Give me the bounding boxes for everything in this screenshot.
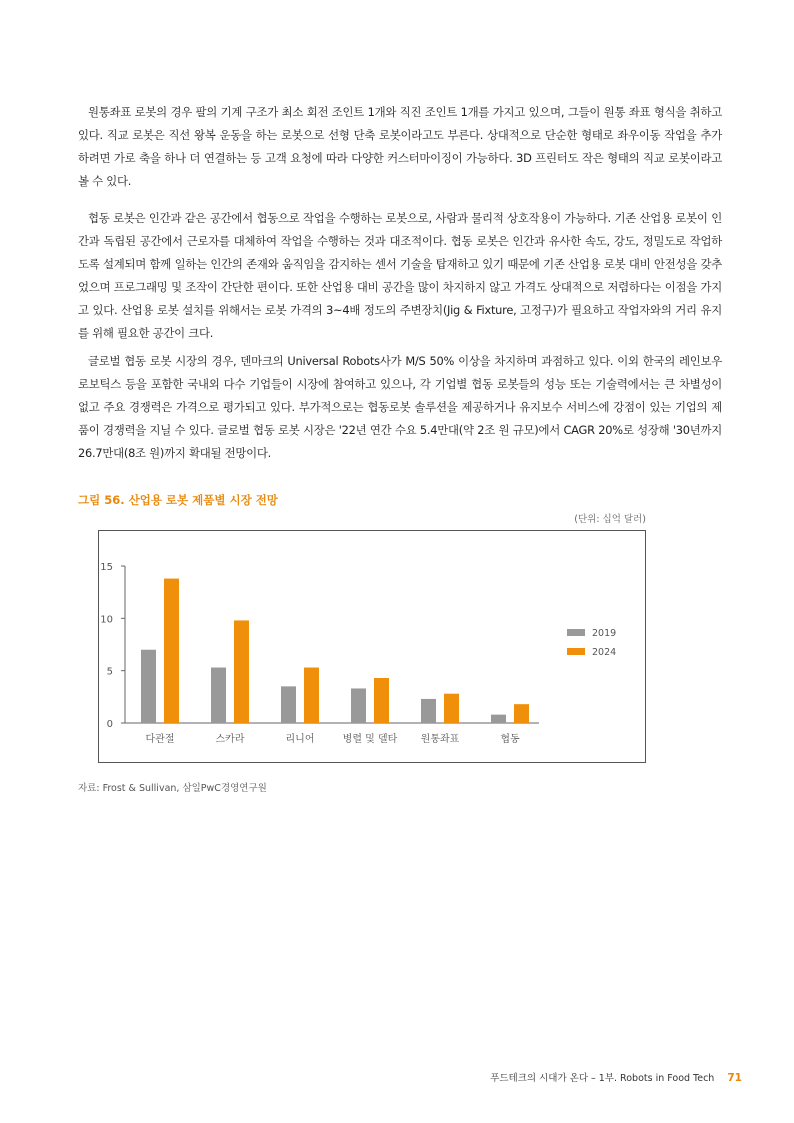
bar-2019-5 <box>491 715 506 723</box>
legend-label-2019: 2019 <box>592 628 617 639</box>
figure-source: 자료: Frost & Sullivan, 삼일PwC경영연구원 <box>78 783 267 794</box>
chart-frame <box>98 530 646 763</box>
y-tick-label: 0 <box>106 719 113 730</box>
bar-2019-0 <box>141 650 156 723</box>
y-tick-label: 5 <box>106 666 113 678</box>
paragraph-global-market: 글로벌 협동 로봇 시장의 경우, 덴마크의 Universal Robots사가 M/S 50% 이상을 차지하며 과점하고 있다. 이외 한국의 레인보우로보틱스 등을 포함한 국내외 다수 기업들이 시장에 참여하고 있으나, 각 기업별 협동 로봇들의 성능 또는 기술력에서는 큰 차별성이 없고 주요 경쟁력은 가격으로 평가되고 있다. 부가적으로는 협동로봇 솔루션을 제공하거나 유지보수 서비스에 강점이 있는 기업의 제품이 경쟁력을 지닐 수 있다. 글로벌 협동 로봇 시장은 '22년 연간 수요 5.4만대(약 2조 원 규모)에서 CAGR 20%로 성장해 '30년까지 26.7만대(8조 원)까지 확대될 전망이다. <box>78 354 722 460</box>
page-footer <box>490 1070 742 1084</box>
bar-2019-4 <box>421 699 436 723</box>
category-label: 다관절 <box>145 734 175 745</box>
category-label: 병렬 및 델타 <box>342 734 398 745</box>
bar-2019-2 <box>281 686 296 723</box>
page-number: 71 <box>727 1072 742 1084</box>
legend-swatch-2019 <box>567 629 585 636</box>
footer-text: 푸드테크의 시대가 온다 – 1부. Robots in Food Tech <box>490 1073 715 1084</box>
paragraph-cylindrical-robot: 원통좌표 로봇의 경우 팔의 기계 구조가 최소 회전 조인트 1개와 직진 조인트 1개를 가지고 있으며, 그들이 원통 좌표 형식을 취하고 있다. 직교 로봇은 직선 왕복 운동을 하는 로봇으로 선형 단축 로봇이라고도 부른다. 상대적으로 단순한 형태로 좌우이동 작업을 추가하려면 가로 축을 하나 더 연결하는 등 고객 요청에 따라 다양한 커스터마이징이 가능하다. 3D 프린터도 작은 형태의 직교 로봇이라고 볼 수 있다. <box>78 105 722 188</box>
category-label: 협동 <box>500 734 520 745</box>
bar-2019-1 <box>211 668 226 723</box>
paragraph-collaborative-robot: 협동 로봇은 인간과 같은 공간에서 협동으로 작업을 수행하는 로봇으로, 사람과 물리적 상호작용이 가능하다. 기존 산업용 로봇이 인간과 독립된 공간에서 근로자를 대체하여 작업을 수행하는 것과 대조적이다. 협동 로봇은 인간과 유사한 속도, 강도, 정밀도로 작업하도록 설계되며 함께 일하는 인간의 존재와 움직임을 감지하는 센서 기술을 탑재하고 있기 때문에 기존 산업용 로봇 대비 안전성을 갖추었으며 프로그래밍 및 조작이 간단한 편이다. 또한 산업용 대비 공간을 많이 차지하지 않고 가격도 상대적으로 저렴하다는 이점을 가지고 있다. 산업용 로봇 설치를 위해서는 로봇 가격의 3~4배 정도의 주변장치(Jig & Fixture, 고정구)가 필요하고 작업자와의 거리 유지를 위해 필요한 공간이 크다. <box>78 211 722 340</box>
bar-2024-3 <box>374 678 389 723</box>
bar-chart <box>99 531 645 762</box>
category-label: 스카라 <box>215 734 245 745</box>
category-label: 리니어 <box>285 734 315 745</box>
bar-2024-4 <box>444 694 459 723</box>
legend-swatch-2024 <box>567 648 585 655</box>
y-tick-label: 15 <box>100 562 113 573</box>
bar-2024-1 <box>234 620 249 723</box>
figure-title: 그림 56. 산업용 로봇 제품별 시장 전망 <box>78 493 278 507</box>
legend-label-2024: 2024 <box>592 647 617 658</box>
bar-2024-2 <box>304 668 319 723</box>
category-label: 원통좌표 <box>420 734 460 745</box>
bar-2024-5 <box>514 704 529 723</box>
bar-2024-0 <box>164 579 179 723</box>
y-tick-label: 10 <box>100 614 113 626</box>
bar-2019-3 <box>351 688 366 723</box>
figure-unit: (단위: 십억 달러) <box>574 514 646 525</box>
